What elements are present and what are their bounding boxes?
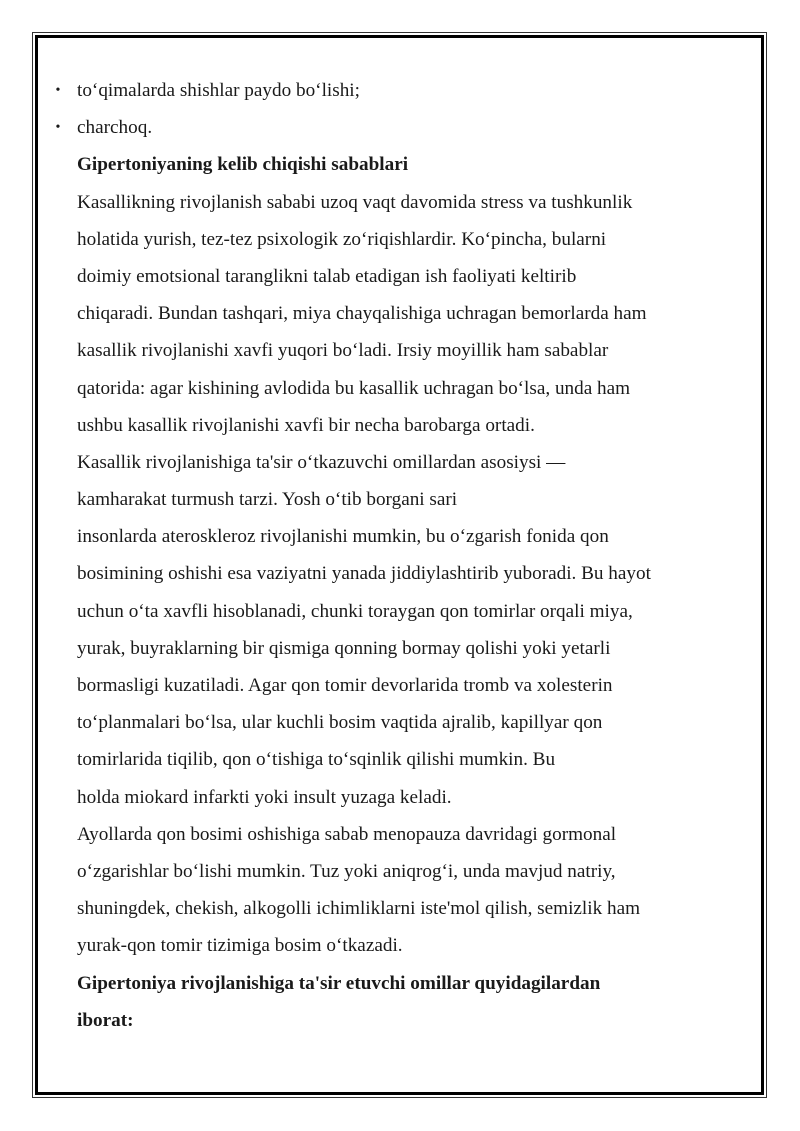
paragraph-causes [77, 184, 727, 444]
paragraph-line: to‘planmalari bo‘lsa, ular kuchli bosim vaqtida ajralib, kapillyar qon [77, 712, 603, 734]
paragraph-line: doimiy emotsional taranglikni talab etadigan ish faoliyati keltirib [77, 265, 577, 287]
paragraph-line: bormasligi kuzatiladi. Agar qon tomir devorlarida tromb va xolesterin [77, 675, 613, 696]
paragraph-line: kamharakat turmush tarzi. Yosh o‘tib borgani sari [77, 489, 458, 511]
paragraph-line: tomirlarida tiqilib, qon o‘tishiga to‘sqinlik qilishi mumkin. Bu [77, 749, 556, 771]
paragraph-line: kasallik rivojlanishi xavfi yuqori bo‘ladi. Irsiy moyillik ham sabablar [77, 340, 609, 362]
paragraph-line: chiqaradi. Bundan tashqari, miya chayqalishiga uchragan bemorlarda ham [77, 303, 647, 325]
paragraph-lifestyle [77, 444, 727, 816]
paragraph-line: holda miokard infarkti yoki insult yuzaga keladi. [77, 786, 452, 808]
paragraph-line: o‘zgarishlar bo‘lishi mumkin. Tuz yoki aniqrog‘i, unda mavjud natriy, [77, 860, 616, 882]
document-body [55, 72, 727, 1039]
paragraph-line: insonlarda ateroskleroz rivojlanishi mumkin, bu o‘zgarish fonida qon [77, 526, 609, 548]
bullet-icon: • [55, 83, 61, 98]
list-item [55, 109, 727, 146]
section-heading: Gipertoniyaning kelib chiqishi sabablari [77, 154, 409, 176]
bullet-icon: • [55, 120, 61, 136]
paragraph-line: bosimining oshishi esa vaziyatni yanada jiddiylashtirib yuboradi. Bu hayot [77, 563, 651, 585]
list-item [55, 72, 727, 109]
paragraph-line: Ayollarda qon bosimi oshishiga sabab menopauza davridagi gormonal [77, 823, 617, 845]
section-heading-factors [77, 965, 727, 1039]
paragraph-line: ushbu kasallik rivojlanishi xavfi bir necha barobarga ortadi. [77, 414, 535, 436]
paragraph-line: uchun o‘ta xavfli hisoblanadi, chunki toraygan qon tomirlar orqali miya, [77, 600, 633, 622]
list-item-text: charchoq. [77, 117, 153, 139]
heading-line: Gipertoniya rivojlanishiga ta'sir etuvchi omillar quyidagilardan [77, 972, 601, 994]
paragraph-line: qatorida: agar kishining avlodida bu kasallik uchragan bo‘lsa, unda ham [77, 377, 631, 399]
paragraph-women [77, 816, 727, 965]
list-item-text: to‘qimalarda shishlar paydo bo‘lishi; [77, 80, 360, 101]
paragraph-line: yurak-qon tomir tizimiga bosim o‘tkazadi. [77, 935, 403, 957]
paragraph-line: Kasallik rivojlanishiga ta'sir o‘tkazuvchi omillardan asosiysi — [77, 451, 566, 473]
paragraph-line: shuningdek, chekish, alkogolli ichimliklarni iste'mol qilish, semizlik ham [77, 898, 641, 920]
paragraph-line: Kasallikning rivojlanish sababi uzoq vaqt davomida stress va tushkunlik [77, 191, 633, 213]
paragraph-line: holatida yurish, tez-tez psixologik zo‘riqishlardir. Ko‘pincha, bularni [77, 228, 607, 250]
heading-line: iborat: [77, 1009, 134, 1031]
paragraph-line: yurak, buyraklarning bir qismiga qonning bormay qolishi yoki yetarli [77, 637, 611, 659]
